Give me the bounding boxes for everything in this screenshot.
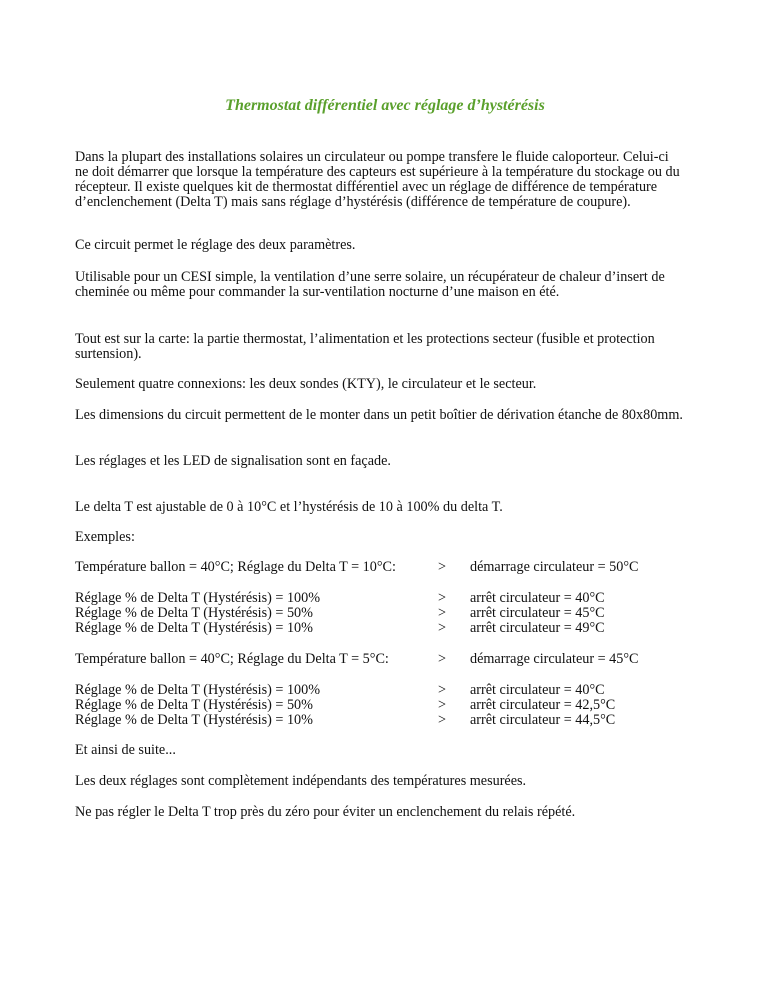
example-result: démarrage circulateur = 50°C bbox=[470, 559, 639, 575]
paragraph-examples-heading: Exemples: bbox=[75, 529, 135, 545]
example-setting: Réglage % de Delta T (Hystérésis) = 10% bbox=[75, 712, 313, 728]
example-row bbox=[75, 560, 695, 575]
paragraph-and-so-on: Et ainsi de suite... bbox=[75, 742, 176, 758]
arrow-symbol: > bbox=[438, 712, 447, 728]
example-row bbox=[75, 713, 695, 728]
example-row bbox=[75, 698, 695, 713]
example-setting: Température ballon = 40°C; Réglage du Delta T = 5°C: bbox=[75, 651, 389, 667]
example-row bbox=[75, 606, 695, 621]
arrow-symbol: > bbox=[438, 605, 447, 621]
example-setting: Réglage % de Delta T (Hystérésis) = 100% bbox=[75, 590, 321, 606]
example-result: arrêt circulateur = 40°C bbox=[470, 682, 605, 698]
paragraph-warning: Ne pas régler le Delta T trop près du zéro pour éviter un enclenchement du relais répété. bbox=[75, 804, 576, 820]
example-result: arrêt circulateur = 40°C bbox=[470, 590, 605, 606]
example-setting: Réglage % de Delta T (Hystérésis) = 10% bbox=[75, 620, 313, 636]
paragraph-front-panel: Les réglages et les LED de signalisation sont en façade. bbox=[75, 453, 391, 469]
paragraph-connections: Seulement quatre connexions: les deux sondes (KTY), le circulateur et le secteur. bbox=[75, 376, 537, 392]
paragraph-usage: Utilisable pour un CESI simple, la ventilation d’une serre solaire, un récupérateur de chaleur d’insert de cheminée ou même pour commander la sur-ventilation nocturne d’une maison en été. bbox=[75, 269, 665, 300]
example-row bbox=[75, 652, 695, 667]
example-setting: Réglage % de Delta T (Hystérésis) = 50% bbox=[75, 605, 313, 621]
example-result: arrêt circulateur = 42,5°C bbox=[470, 697, 616, 713]
example-setting: Réglage % de Delta T (Hystérésis) = 50% bbox=[75, 697, 313, 713]
arrow-symbol: > bbox=[438, 620, 447, 636]
paragraph-delta-range: Le delta T est ajustable de 0 à 10°C et l’hystérésis de 10 à 100% du delta T. bbox=[75, 499, 503, 515]
paragraph-board: Tout est sur la carte: la partie thermostat, l’alimentation et les protections secteur (fusible et protection surtension). bbox=[75, 331, 655, 362]
paragraph-dimensions: Les dimensions du circuit permettent de le monter dans un petit boîtier de dérivation étanche de 80x80mm. bbox=[75, 407, 683, 423]
arrow-symbol: > bbox=[438, 682, 447, 698]
example-setting: Réglage % de Delta T (Hystérésis) = 100% bbox=[75, 682, 321, 698]
arrow-symbol: > bbox=[438, 697, 447, 713]
example-row bbox=[75, 591, 695, 606]
paragraph-circuit: Ce circuit permet le réglage des deux paramètres. bbox=[75, 237, 356, 253]
example-result: démarrage circulateur = 45°C bbox=[470, 651, 639, 667]
example-row bbox=[75, 621, 695, 636]
example-setting: Température ballon = 40°C; Réglage du Delta T = 10°C: bbox=[75, 559, 396, 575]
example-result: arrêt circulateur = 49°C bbox=[470, 620, 605, 636]
paragraph-independent: Les deux réglages sont complètement indépendants des températures mesurées. bbox=[75, 773, 527, 789]
arrow-symbol: > bbox=[438, 651, 447, 667]
arrow-symbol: > bbox=[438, 559, 447, 575]
example-row bbox=[75, 683, 695, 698]
document-title: Thermostat différentiel avec réglage d’hystérésis bbox=[225, 97, 545, 114]
arrow-symbol: > bbox=[438, 590, 447, 606]
paragraph-intro: Dans la plupart des installations solaires un circulateur ou pompe transfere le fluide caloporteur. Celui-ci ne doit démarrer que lorsque la température des capteurs est supérieure à la température du stockage ou du récepteur. Il existe quelques kit de thermostat différentiel avec un réglage de différence de température d’enclenchement (Delta T) mais sans réglage d’hystérésis (différence de température de coupure). bbox=[75, 149, 680, 210]
example-result: arrêt circulateur = 45°C bbox=[470, 605, 605, 621]
example-result: arrêt circulateur = 44,5°C bbox=[470, 712, 616, 728]
